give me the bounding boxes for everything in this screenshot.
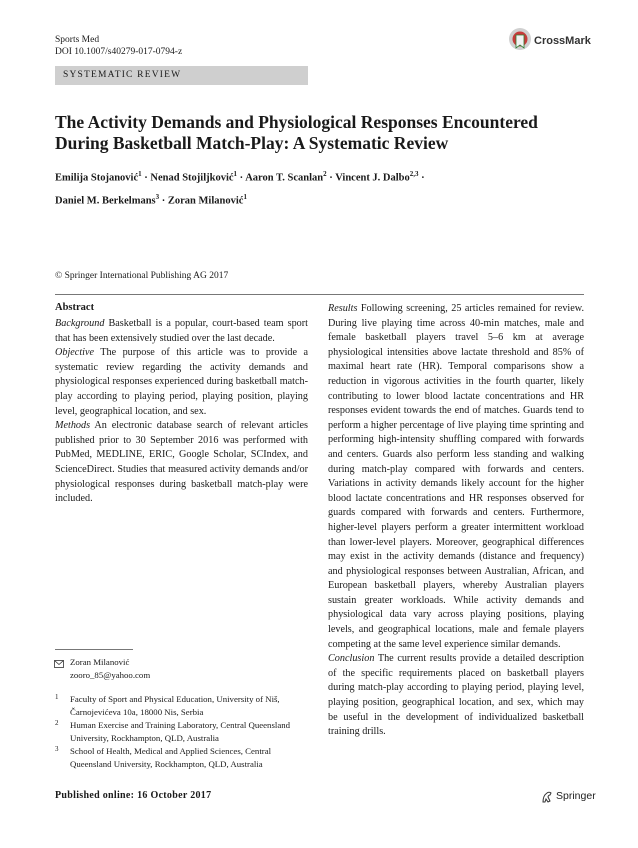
envelope-icon bbox=[54, 660, 64, 668]
conclusion-label: Conclusion bbox=[328, 653, 375, 665]
title-line-1: The Activity Demands and Physiological Responses Encountered bbox=[55, 112, 538, 132]
corresponding-author bbox=[70, 656, 300, 681]
title-line-2: During Basketball Match-Play: A Systematic Review bbox=[55, 133, 449, 153]
affiliation-text: Human Exercise and Training Laboratory, Central Queensland University, Rockhampton, QLD, Australia bbox=[70, 720, 291, 743]
crossmark-label: CrossMark bbox=[534, 35, 591, 47]
author-name[interactable]: Zoran Milanović bbox=[167, 195, 244, 206]
methods-text: An electronic database search of relevant articles published prior to 30 September 2016 was performed with PubMed, MEDLINE, ERIC, Google Scholar, SCIndex, and ScienceDirect. Studies that measured activity demands and/or physiological responses during basketball match-play were included. bbox=[55, 420, 309, 505]
crossmark-badge[interactable] bbox=[508, 26, 618, 56]
doi[interactable]: DOI 10.1007/s40279-017-0794-z bbox=[55, 47, 183, 57]
author-name[interactable]: Daniel M. Berkelmans bbox=[55, 195, 156, 206]
affiliation-number: 3 bbox=[55, 745, 59, 753]
conclusion-text: The current results provide a detailed description of the specific requirements placed on basketball players during match-play according to playing period, playing level, playing position, geographical location, and sex, which may be useful in the development of individualized basketball training drills. bbox=[328, 653, 584, 738]
copyright: © Springer International Publishing AG 2017 bbox=[55, 271, 229, 281]
author-name[interactable]: Nenad Stojiljković bbox=[150, 172, 234, 184]
abstract-results bbox=[328, 302, 584, 652]
author-separator: · bbox=[144, 172, 148, 184]
affiliation-number: 1 bbox=[55, 693, 59, 701]
corresponding-email[interactable]: zooro_85@yahoo.com bbox=[70, 669, 151, 680]
results-text: Following screening, 25 articles remained for review. During live playing time across 40-min matches, male and female basketball players travel 5–6 km at average physiological intensities above lactate threshold and 85% of maximal heart rate (HR). Temporal comparisons show a reduction in vigorous activities in the fourth quarter, likely contributing to lower blood lactate concentrations and HR responses evident towards the end of matches. Guards tend to perform a higher percentage of live playing time sprinting and performing high-intensity shuffling compared with forwards and centers. Guards also perform less standing and walking during match-play compared with forwards and centers. Variations in activity demands likely account for the higher blood lactate concentrations and HR responses observed for guards compared with forwards and centers. Furthermore, higher-level players perform a greater intermittent workload than lower-level players. Moreover, geographical differences may exist in the activity demands (distance and frequency) and physiological responses between Australian, African, and European basketball players, whereby Australian players sustain greater workloads. While activity demands and physiological data vary across playing positions, playing levels, and geographical locations, male and female players competing at the same level experience similar demands. bbox=[328, 303, 585, 650]
abstract-right-column bbox=[328, 302, 584, 740]
abstract-conclusion bbox=[328, 652, 584, 740]
section-label: SYSTEMATIC REVIEW bbox=[55, 66, 308, 85]
objective-label: Objective bbox=[55, 347, 95, 359]
journal-name: Sports Med bbox=[55, 35, 100, 45]
author-name[interactable]: Aaron T. Scanlan bbox=[245, 172, 324, 184]
article-title bbox=[55, 112, 575, 154]
author-affil-sup: 3 bbox=[155, 192, 160, 201]
affiliation-text: Faculty of Sport and Physical Education, University of Niš, Čarnojevićeva 10a, 18000 Nis, Serbia bbox=[70, 694, 280, 717]
author-affil-sup: 1 bbox=[233, 170, 238, 178]
crossmark-icon bbox=[508, 26, 532, 54]
journal-header bbox=[55, 34, 182, 58]
author-name[interactable]: Vincent J. Dalbo bbox=[335, 172, 410, 184]
springer-horse-icon bbox=[540, 790, 554, 804]
springer-label: Springer bbox=[556, 790, 596, 802]
affiliation-text: School of Health, Medical and Applied Sciences, Central Queensland University, Rockhampton, QLD, Australia bbox=[70, 746, 272, 769]
abstract-objective bbox=[55, 346, 308, 419]
abstract-background bbox=[55, 317, 308, 346]
divider bbox=[55, 294, 584, 295]
author-separator: · bbox=[239, 172, 244, 184]
abstract-methods bbox=[55, 419, 308, 507]
author-separator: · bbox=[329, 172, 333, 184]
author-separator: · bbox=[161, 195, 166, 206]
author-affil-sup: 2,3 bbox=[409, 170, 419, 178]
affiliation-number: 2 bbox=[55, 719, 59, 727]
corresponding-name: Zoran Milanović bbox=[70, 657, 130, 667]
author-line-1 bbox=[55, 165, 585, 188]
published-date: Published online: 16 October 2017 bbox=[55, 790, 212, 801]
abstract-heading: Abstract bbox=[55, 302, 95, 313]
author-name[interactable]: Emilija Stojanović bbox=[55, 172, 139, 184]
methods-label: Methods bbox=[55, 420, 91, 432]
author-separator: · bbox=[421, 172, 425, 184]
results-label: Results bbox=[328, 303, 358, 314]
author-line-2 bbox=[55, 188, 585, 211]
objective-text: The purpose of this article was to provide a systematic review regarding the activity demands and physiological responses experienced during basketball match-play according to playing period, playing position, playing level, geographical location, and sex. bbox=[55, 347, 308, 417]
author-affil-sup: 2 bbox=[323, 170, 327, 178]
author-affil-sup: 1 bbox=[138, 170, 142, 178]
abstract-left-column bbox=[55, 317, 308, 507]
background-label: Background bbox=[55, 318, 105, 329]
springer-logo bbox=[540, 789, 600, 805]
author-list bbox=[55, 165, 585, 210]
author-affil-sup: 1 bbox=[243, 192, 247, 201]
background-text: Basketball is a popular, court-based team sport that has been extensively studied over the last decade. bbox=[55, 318, 308, 344]
footnote-divider bbox=[55, 649, 133, 650]
